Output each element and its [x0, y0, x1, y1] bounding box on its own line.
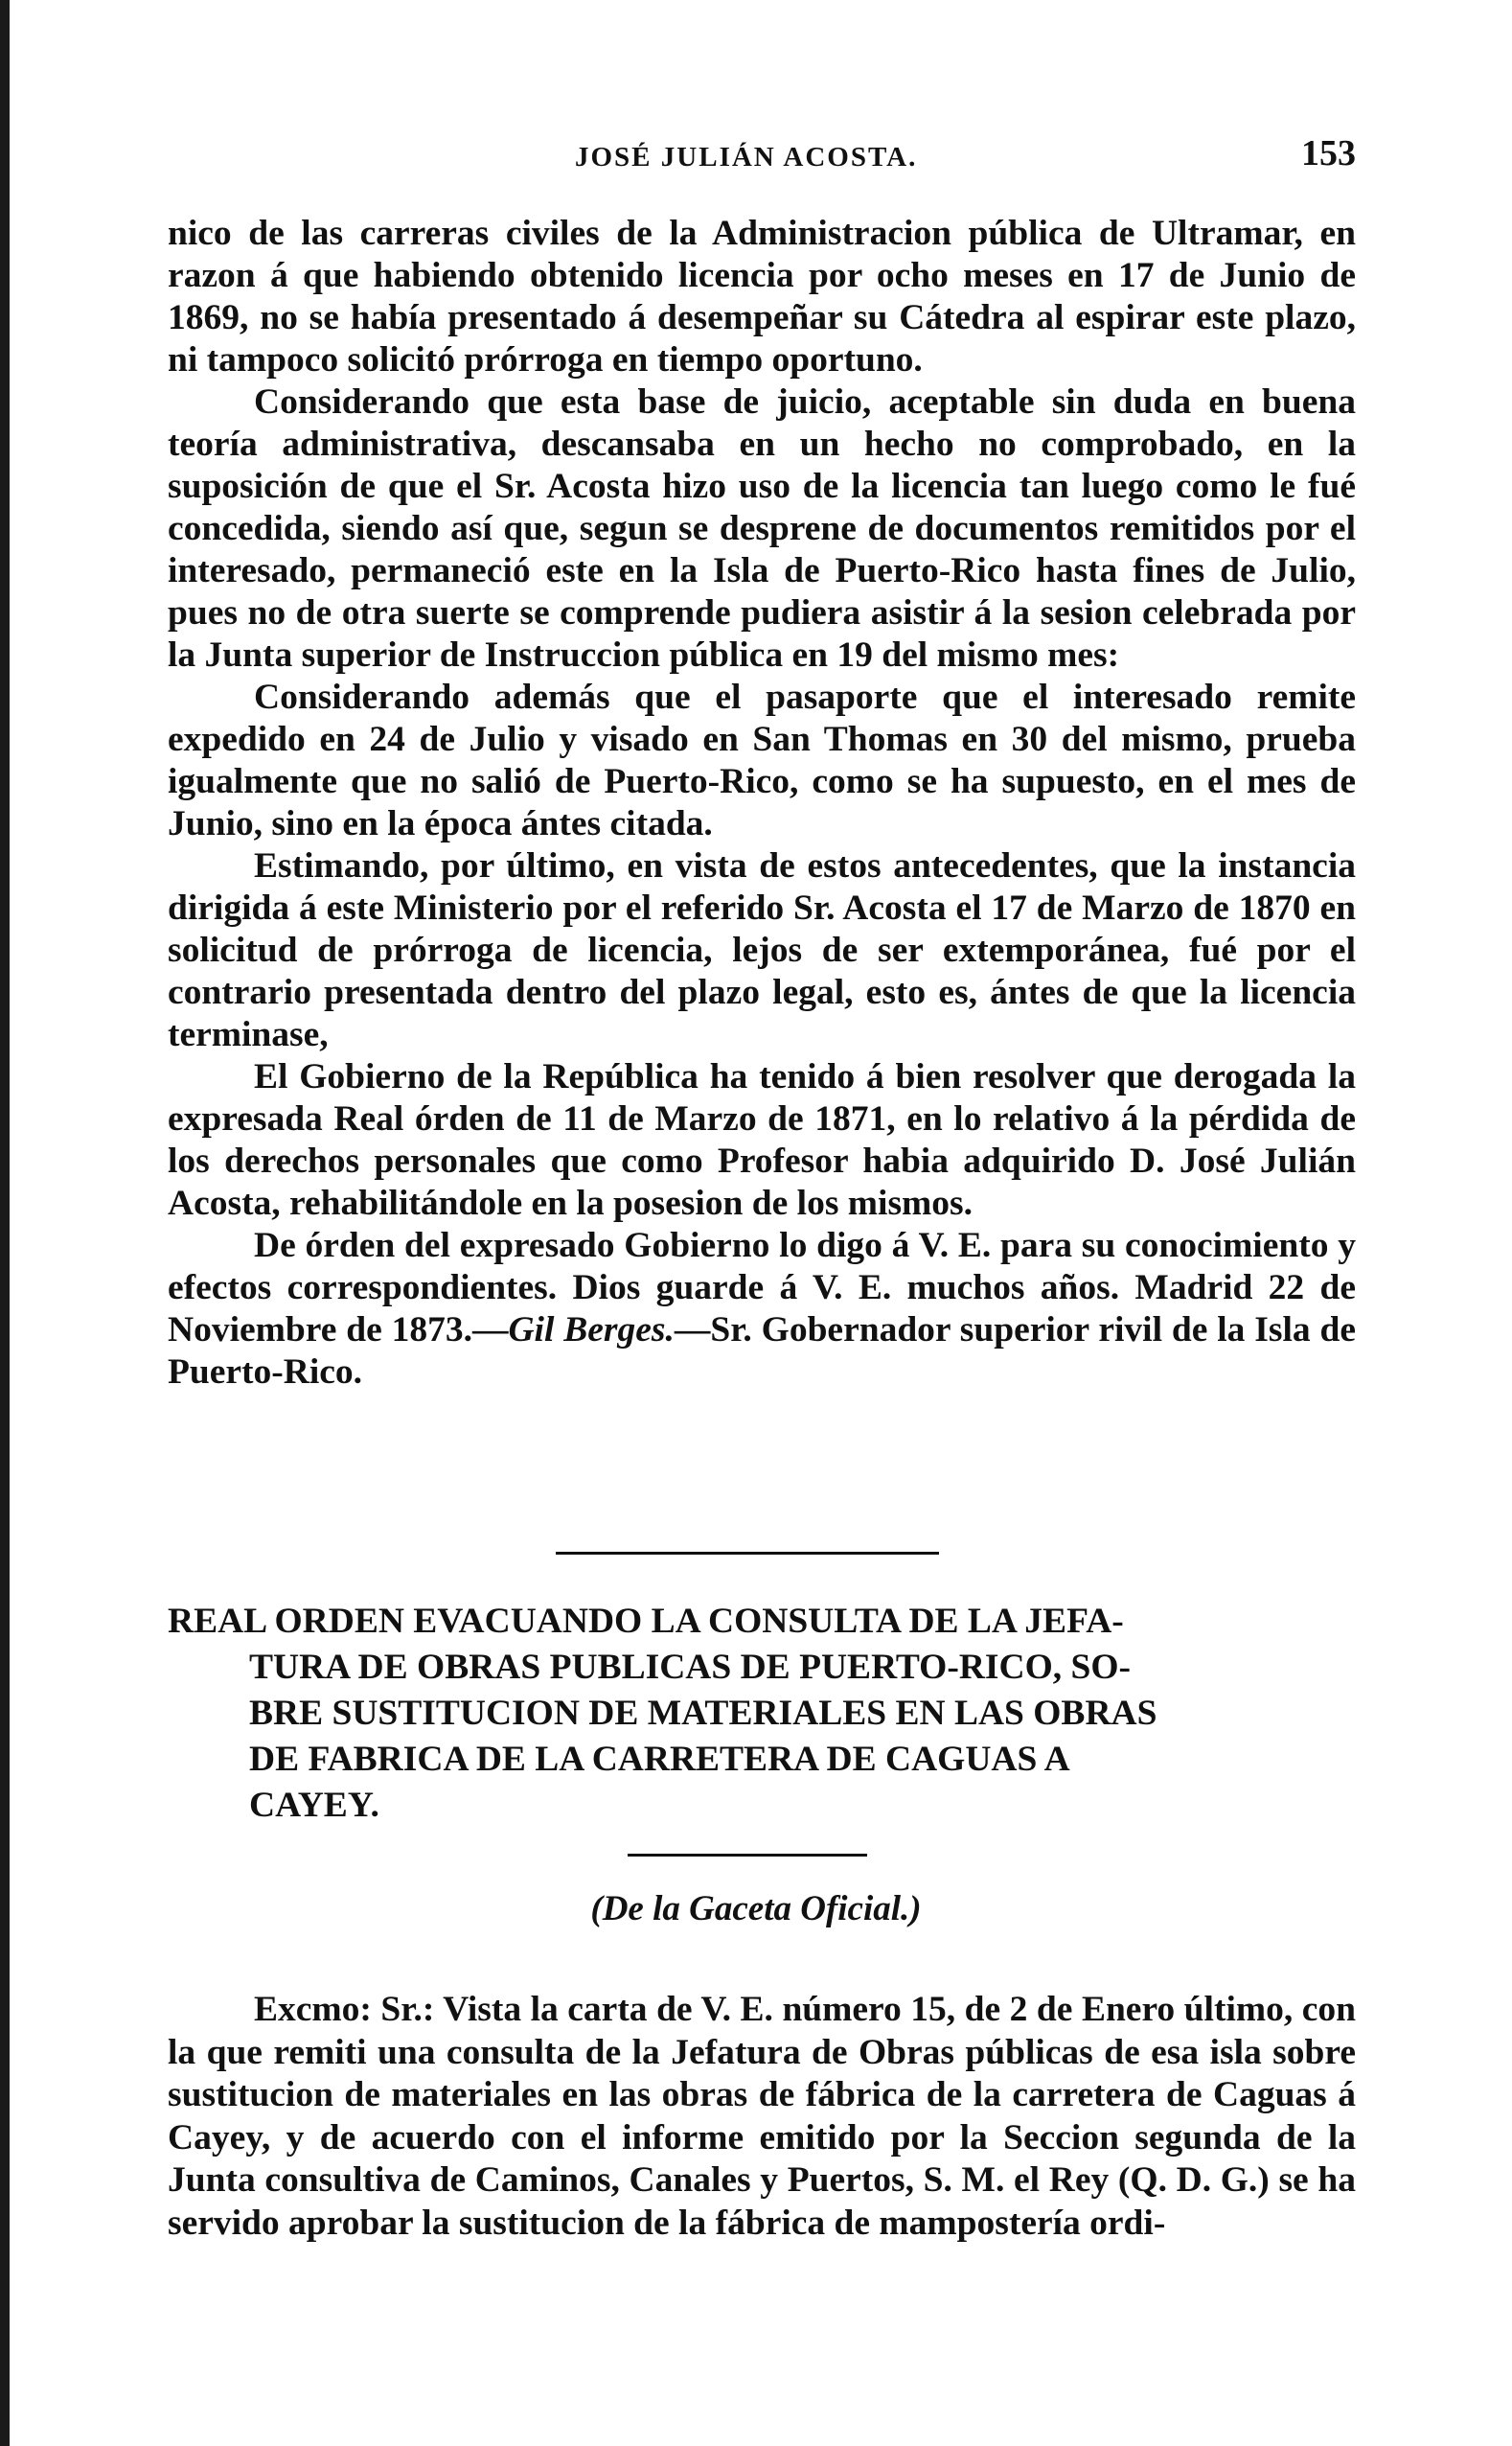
section-divider — [556, 1552, 939, 1555]
closing-paragraph — [168, 1225, 1356, 1394]
heading-line: CAYEY. — [249, 1786, 379, 1825]
page-header — [168, 132, 1356, 190]
paragraph-continuation: nico de las carreras civiles de la Administracion pública de Ultramar, en razon á que habiendo obtenido licencia por ocho meses en 17 de Junio de 1869, no se había presentado á desempeñar su Cátedra al espirar este plazo, ni tampoco solicitó prórroga en tiempo oportuno. — [168, 214, 1356, 380]
running-title: JOSÉ JULIÁN ACOSTA. — [575, 142, 918, 173]
heading-line: DE FABRICA DE LA CARRETERA DE CAGUAS A — [249, 1740, 1070, 1779]
paragraph: El Gobierno de la República ha tenido á bien resolver que derogada la expresada Real órden de 11 de Marzo de 1871, en lo relativo á la pérdida de los derechos personales que como Profesor habia adquirido D. José Julián Acosta, rehabilitándole en la posesion de los mismos. — [168, 1057, 1356, 1223]
second-text — [168, 1989, 1356, 2245]
closing-tail: —Sr. Gobernador superior rivil de la Isla de Puerto-Rico. — [168, 1310, 1356, 1392]
paragraph: Excmo: Sr.: Vista la carta de V. E. número 15, de 2 de Enero último, con la que remiti una consulta de la Jefatura de Obras públicas de esa isla sobre sustitucion de materiales en las obras de fábrica de la carretera de Caguas á Cayey, y de acuerdo con el informe emitido por la Seccion segunda de la Junta consultiva de Caminos, Canales y Puertos, S. M. el Rey (Q. D. G.) se ha servido aprobar la sustitucion de la fábrica de mampostería ordi- — [168, 1990, 1356, 2243]
paragraph: Considerando que esta base de juicio, aceptable sin duda en buena teoría administrativa, descansaba en un hecho no comprobado, en la suposición de que el Sr. Acosta hizo uso de la licencia tan luego como le fué concedida, siendo así que, segun se desprene de documentos remitidos por el interesado, permaneció este en la Isla de Puerto-Rico hasta fines de Julio, pues no de otra suerte se comprende pudiera asistir á la sesion celebrada por la Junta superior de Instruccion pública en 19 del mismo mes: — [168, 382, 1356, 675]
paragraph: Estimando, por último, en vista de estos antecedentes, que la instancia dirigida á este Ministerio por el referido Sr. Acosta el 17 de Marzo de 1870 en solicitud de prórroga de licencia, lejos de ser extemporánea, fué por el contrario presentada dentro del plazo legal, esto es, ántes de que la licencia terminase, — [168, 846, 1356, 1054]
heading-divider — [628, 1854, 867, 1857]
closing-text: De órden del expresado Gobierno lo digo á V. E. para su conocimiento y efectos correspondientes. Dios guarde á V. E. muchos años. Madrid 22 de Noviembre de 1873.— — [168, 1226, 1356, 1350]
heading-line: BRE SUSTITUCION DE MATERIALES EN LAS OBRAS — [249, 1694, 1157, 1733]
paragraph: Considerando además que el pasaporte que el interesado remite expedido en 24 de Julio y visado en San Thomas en 30 del mismo, prueba igualmente que no salió de Puerto-Rico, como se ha supuesto, en el mes de Junio, sino en la época ántes citada. — [168, 678, 1356, 843]
source-note: (De la Gaceta Oficial.) — [590, 1889, 922, 1928]
signature: Gil Berges. — [508, 1310, 675, 1350]
heading-line: REAL ORDEN EVACUANDO LA CONSULTA DE LA JEFA- — [168, 1602, 1124, 1641]
main-text — [168, 213, 1356, 1394]
page-number: 153 — [1301, 133, 1356, 173]
section-heading — [168, 1599, 1356, 1829]
scan-edge — [0, 0, 10, 2446]
heading-line: TURA DE OBRAS PUBLICAS DE PUERTO-RICO, SO- — [249, 1648, 1132, 1687]
